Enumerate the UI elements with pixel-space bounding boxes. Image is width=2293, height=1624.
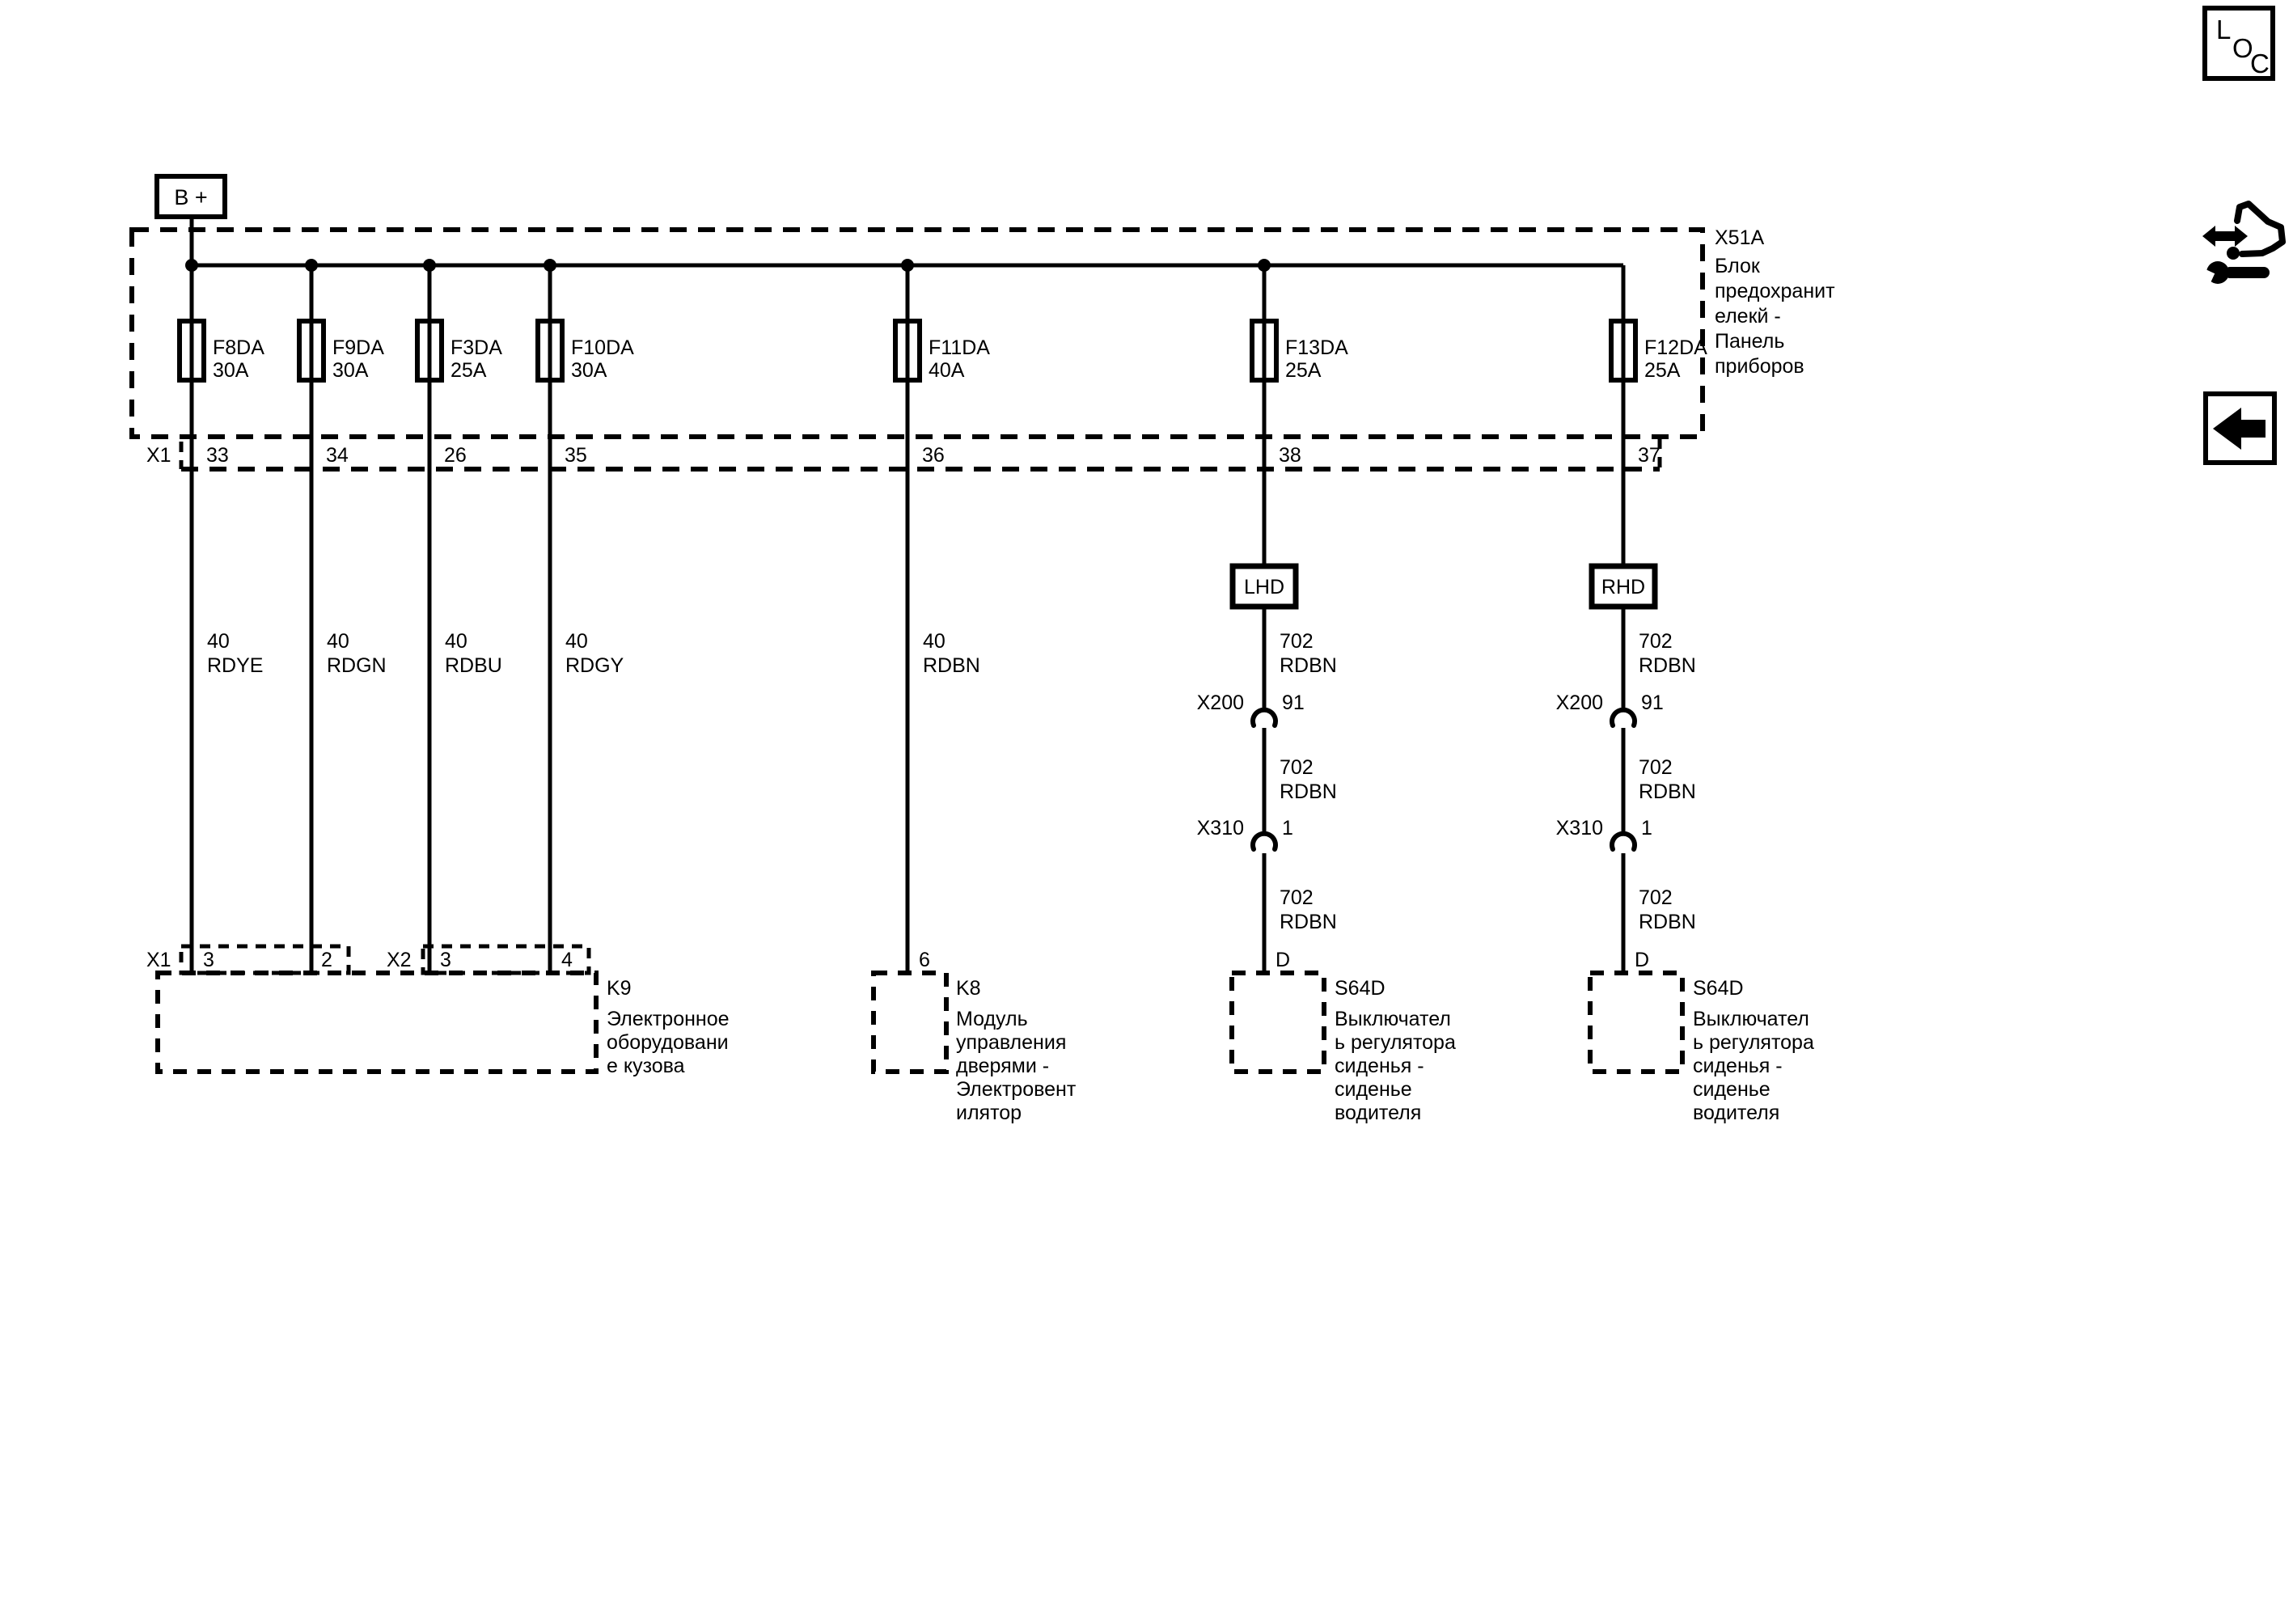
repair-adjust-icon[interactable] [2198, 204, 2282, 284]
fuse-block-x51a [132, 226, 1835, 469]
loc-letter: C [2250, 49, 2270, 78]
inline-connector-arc-x200-rhd [1612, 710, 1635, 725]
connector-x200-label: X200 [1196, 691, 1244, 714]
fuse-pin-label: 36 [922, 444, 945, 467]
inline-connector-arc-x310-rhd [1612, 834, 1635, 849]
wire-color: RDBN [1280, 780, 1337, 803]
wire-circuit: 702 [1639, 756, 1673, 779]
wire-color: RDBN [923, 654, 980, 677]
k9-name-line: Электронное [607, 1008, 730, 1030]
s64d-lhd-pin-label: D [1276, 949, 1291, 971]
fuse-rating-label: 30A [332, 359, 369, 382]
fuse-block-title [1715, 226, 1835, 378]
fuse-pin-label: 26 [444, 444, 467, 467]
k8-id: K8 [956, 977, 981, 1000]
loc-button[interactable] [2205, 8, 2273, 78]
k8-name-line: управления [956, 1031, 1067, 1054]
s64d-name-line: ь регулятора [1335, 1031, 1456, 1054]
k9-pin-label: 2 [321, 949, 332, 971]
k9-connector-x1-label: X1 [146, 949, 171, 971]
s64d-name-line: ь регулятора [1693, 1031, 1814, 1054]
junction-dot [305, 259, 318, 272]
fuse-pin-label: 34 [326, 444, 349, 467]
s64d-name-line: сиденье [1693, 1078, 1771, 1101]
wire-color: RDBN [1639, 911, 1696, 933]
component-k9 [146, 946, 730, 1077]
connector-x310-pin: 1 [1641, 817, 1652, 839]
battery-positive-node [157, 176, 225, 217]
fuse-name-label: F12DA [1644, 336, 1707, 359]
connector-x1-label: X1 [146, 444, 171, 467]
fuse-name-label: F9DA [332, 336, 384, 359]
k8-name-line: илятор [956, 1102, 1022, 1124]
wire-circuit: 40 [565, 630, 588, 653]
s64d-name-line: водителя [1693, 1102, 1780, 1124]
wire-circuit: 702 [1280, 630, 1314, 653]
variant-tag-rhd [1592, 566, 1655, 607]
fuse-name-label: F3DA [451, 336, 502, 359]
loc-letter: L [2216, 15, 2232, 44]
variant-tag-lhd [1233, 566, 1296, 607]
rhd-label: RHD [1601, 576, 1646, 598]
wire-color: RDYE [207, 654, 264, 677]
fuse-rating-label: 40A [929, 359, 965, 382]
connector-x310-label: X310 [1196, 817, 1244, 839]
inline-connector-arc-x310-lhd [1253, 834, 1276, 849]
k9-name-line: оборудовани [607, 1031, 729, 1054]
fuse-block-name-line: предохранит [1715, 280, 1835, 302]
fuse-block-connector-strip [146, 438, 1661, 469]
s64d-rhd-pin-label: D [1635, 949, 1650, 971]
wrench-icon [2198, 261, 2270, 284]
fuse-name-label: F13DA [1285, 336, 1348, 359]
fuse-pin-label: 38 [1279, 444, 1301, 467]
fuse-rating-label: 25A [451, 359, 487, 382]
wire-color: RDBN [1280, 911, 1337, 933]
component-k8 [874, 949, 1077, 1124]
wire-circuit: 40 [923, 630, 946, 653]
k9-pin-label: 3 [440, 949, 451, 971]
wire-circuit: 702 [1639, 886, 1673, 909]
k8-name-line: дверями - [956, 1055, 1050, 1077]
wire-color: RDGY [565, 654, 624, 677]
component-s64d-rhd [1590, 949, 1814, 1124]
wire-color: RDBN [1639, 654, 1696, 677]
s64d-name-line: сиденье [1335, 1078, 1412, 1101]
k8-outline [874, 973, 946, 1072]
fuse-block-name-line: Панель [1715, 330, 1785, 353]
junction-dot [544, 259, 556, 272]
wire-circuit: 40 [445, 630, 467, 653]
fuse-name-label: F11DA [929, 336, 990, 359]
fuse-block-name-line: Блок [1715, 255, 1760, 277]
back-button[interactable] [2206, 394, 2274, 463]
k8-name-line: Модуль [956, 1008, 1028, 1030]
fuse-rating-label: 25A [1644, 359, 1681, 382]
junction-dot [901, 259, 914, 272]
rhd-inline-connectors [1556, 691, 1696, 933]
fuse-name-label: F8DA [213, 336, 264, 359]
fuse-name-label: F10DA [571, 336, 634, 359]
k8-pin-label: 6 [919, 949, 930, 971]
fuse-pin-label: 35 [565, 444, 587, 467]
back-arrow-icon [2213, 408, 2266, 450]
repair-outline-dot [2227, 247, 2240, 260]
connector-x310-label: X310 [1555, 817, 1603, 839]
s64d-rhd-id: S64D [1693, 977, 1744, 1000]
connector-x200-pin: 91 [1641, 691, 1664, 714]
inline-connector-arc-x200-lhd [1253, 710, 1276, 725]
junction-dot [423, 259, 436, 272]
k9-connector-x2-label: X2 [387, 949, 412, 971]
component-s64d-lhd [1232, 949, 1456, 1124]
fuse-block-id: X51A [1715, 226, 1765, 249]
k9-outline [158, 973, 596, 1072]
wire-circuit: 702 [1280, 756, 1314, 779]
wire-color: RDBU [445, 654, 502, 677]
s64d-name-line: водителя [1335, 1102, 1422, 1124]
wire-color: RDBN [1280, 654, 1337, 677]
fuse-rating-label: 25A [1285, 359, 1322, 382]
wire-circuit: 702 [1280, 886, 1314, 909]
wire-circuit: 40 [207, 630, 230, 653]
s64d-name-line: Выключател [1693, 1008, 1809, 1030]
wire-circuit: 40 [327, 630, 349, 653]
s64d-lhd-id: S64D [1335, 977, 1386, 1000]
connector-x200-label: X200 [1555, 691, 1603, 714]
fuse-rating-label: 30A [213, 359, 249, 382]
junction-dot [1258, 259, 1271, 272]
lhd-inline-connectors [1197, 691, 1337, 933]
double-arrow-icon [2202, 226, 2248, 247]
connector-x200-pin: 91 [1282, 691, 1305, 714]
power-feed-wires [185, 217, 1623, 973]
wire-color: RDBN [1639, 780, 1696, 803]
k8-name-line: Электровент [956, 1078, 1077, 1101]
fuse-pin-label: 37 [1638, 444, 1661, 467]
k9-pin-label: 4 [561, 949, 573, 971]
s64d-name-line: сиденья - [1335, 1055, 1424, 1077]
connector-x310-pin: 1 [1282, 817, 1293, 839]
wire-circuit: 702 [1639, 630, 1673, 653]
loc-letter: O [2232, 33, 2253, 63]
s64d-name-line: Выключател [1335, 1008, 1451, 1030]
s64d-lhd-outline [1232, 973, 1324, 1072]
fuse-rating-label: 30A [571, 359, 607, 382]
s64d-rhd-outline [1590, 973, 1682, 1072]
fuse-block-name-line: елекй - [1715, 305, 1781, 328]
junction-dot [185, 259, 198, 272]
wire-color: RDGN [327, 654, 387, 677]
fuse-block-name-line: приборов [1715, 355, 1804, 378]
lhd-label: LHD [1243, 576, 1285, 598]
s64d-name-line: сиденья - [1693, 1055, 1783, 1077]
battery-positive-label: B + [174, 185, 208, 209]
k9-id: K9 [607, 977, 632, 1000]
repair-outline-shape [2237, 204, 2282, 254]
k9-name-line: е кузова [607, 1055, 685, 1077]
k9-pin-label: 3 [203, 949, 214, 971]
fuse-pin-label: 33 [206, 444, 229, 467]
